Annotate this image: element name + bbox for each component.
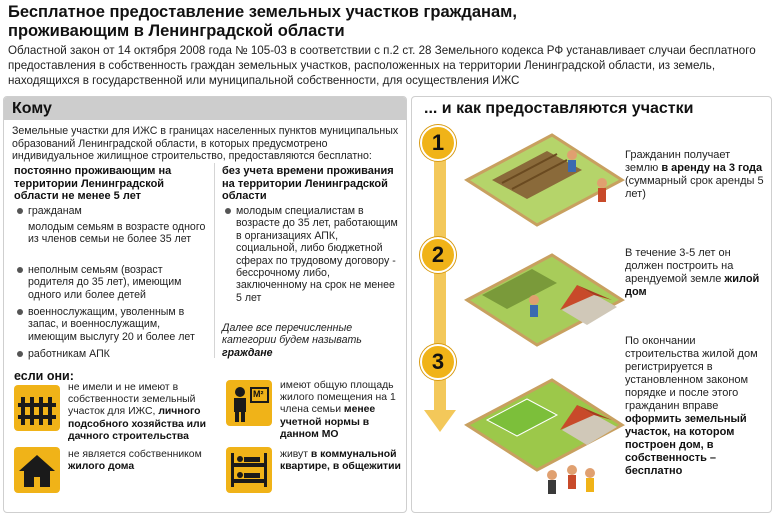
land-plots-illustration	[452, 125, 627, 505]
cond-text: не является собственником	[68, 449, 202, 460]
person-area-icon	[226, 380, 272, 426]
step-3-badge: 3	[420, 344, 456, 380]
house-icon	[14, 447, 60, 493]
col1-bullet-single-parent	[28, 264, 208, 301]
bullet-text: неполным семьям (возраст родителя до 35 лет), имеющим одного или более детей	[28, 264, 182, 301]
bullet-dot-icon	[225, 208, 231, 214]
step-1-badge: 1	[420, 125, 456, 161]
step-text-plain: По окончании строительства жилой дом регистрируется в установленном законом порядке и после этого гражданин вправе	[625, 335, 758, 412]
whom-lead-text: Земельные участки для ИЖС в границах населенных пунктов муниципальных образований Ленинградской области, в которых предусмотрено индивидуальное жилищное строительство, предоставляются бесплатно:	[12, 125, 399, 163]
panel-whom-heading: Кому	[4, 97, 406, 120]
conditions-heading: если они:	[14, 369, 74, 383]
column-divider	[214, 163, 215, 358]
fence-icon	[14, 385, 60, 431]
step-1-text	[625, 149, 765, 201]
condition-small-area	[280, 380, 405, 441]
m2-label: М²	[253, 389, 264, 399]
title-line-2: проживающим в Ленинградской области	[8, 22, 345, 40]
col2-bullet-specialists	[236, 205, 401, 304]
step-text-plain: (суммарный срок аренды 5 лет)	[625, 175, 764, 200]
condition-no-land	[68, 382, 218, 443]
bullet-text: работникам АПК	[28, 348, 110, 360]
condition-communal	[280, 449, 405, 473]
bullet-dot-icon	[17, 351, 23, 357]
bullet-dot-icon	[17, 267, 23, 273]
bullet-text: молодым специалистам в возрасте до 35 лет, работающим в организациях АПК, социальной, либо бюджетной сферах по трудовому договору - бессрочному либо, заключенному на срок не менее 5 лет	[236, 205, 398, 304]
condition-no-house	[68, 449, 218, 473]
cond-text: живут	[280, 449, 309, 460]
step-text-bold: в аренду на 3 года	[661, 162, 763, 174]
title-line-1: Бесплатное предоставление земельных участков гражданам,	[8, 3, 517, 21]
cond-text: не имели и не имеют в собственности земельный участок для ИЖС,	[68, 382, 196, 418]
col2-note	[222, 322, 402, 359]
panel-how	[411, 96, 772, 513]
bullet-text: гражданам	[28, 205, 82, 217]
cond-bold-text: в коммунальной квартире, в общежитии	[280, 449, 401, 473]
col1-bullet-sub: молодым семьям в возрасте одного из членов семьи не более 35 лет	[28, 221, 206, 246]
page-title	[8, 3, 568, 41]
step-3-text	[625, 335, 767, 478]
panel-whom	[3, 96, 407, 513]
cond-bold-text: менее учетной нормы в данном МО	[280, 404, 376, 440]
bullet-text: военнослужащим, уволенным в запас, и военнослужащим, имеющим выслугу 20 и более лет	[28, 306, 195, 343]
col1-heading: постоянно проживающим на территории Ленинградской области не менее 5 лет	[14, 165, 172, 202]
intro-text: Областной закон от 14 октября 2008 года № 105-03 в соответствии с п.2 ст. 28 Земельного кодекса РФ устанавливает случаи бесплатного предоставления в собственность граждан земельных участков, расположенных на территории Ленинградской области, из земель, находящихся в государственной или муниципальной собственности, для осуществления ИЖС	[8, 44, 756, 87]
step-text-plain: Гражданин получает землю	[625, 149, 731, 174]
bullet-dot-icon	[17, 309, 23, 315]
cond-bold-text: личного подсобного хозяйства или дачного строительства	[68, 406, 207, 442]
col1-bullet-apk	[28, 348, 208, 360]
step-text-bold: оформить земельный участок, на котором построен дом, в собственность – бесплатно	[625, 413, 747, 477]
col1-bullet-citizens	[28, 205, 208, 217]
step-text-bold: жилой дом	[625, 273, 760, 298]
note-bold-text: граждане	[222, 346, 273, 359]
step-2-badge: 2	[420, 237, 456, 273]
step-2-text	[625, 247, 765, 299]
col2-heading: без учета времени проживания на территории Ленинградской области	[222, 165, 394, 202]
note-text: Далее все перечисленные категории будем называть	[222, 322, 362, 347]
step-text-plain: В течение 3-5 лет он должен построить на арендуемой земле	[625, 247, 734, 285]
bullet-dot-icon	[17, 208, 23, 214]
bunk-bed-icon	[226, 447, 272, 493]
cond-text: имеют общую площадь жилого помещения на 1 члена семьи	[280, 380, 396, 416]
col1-bullet-military	[28, 306, 208, 343]
panel-how-heading: ... и как предоставляются участки	[424, 100, 694, 117]
cond-bold-text: жилого дома	[68, 461, 135, 473]
